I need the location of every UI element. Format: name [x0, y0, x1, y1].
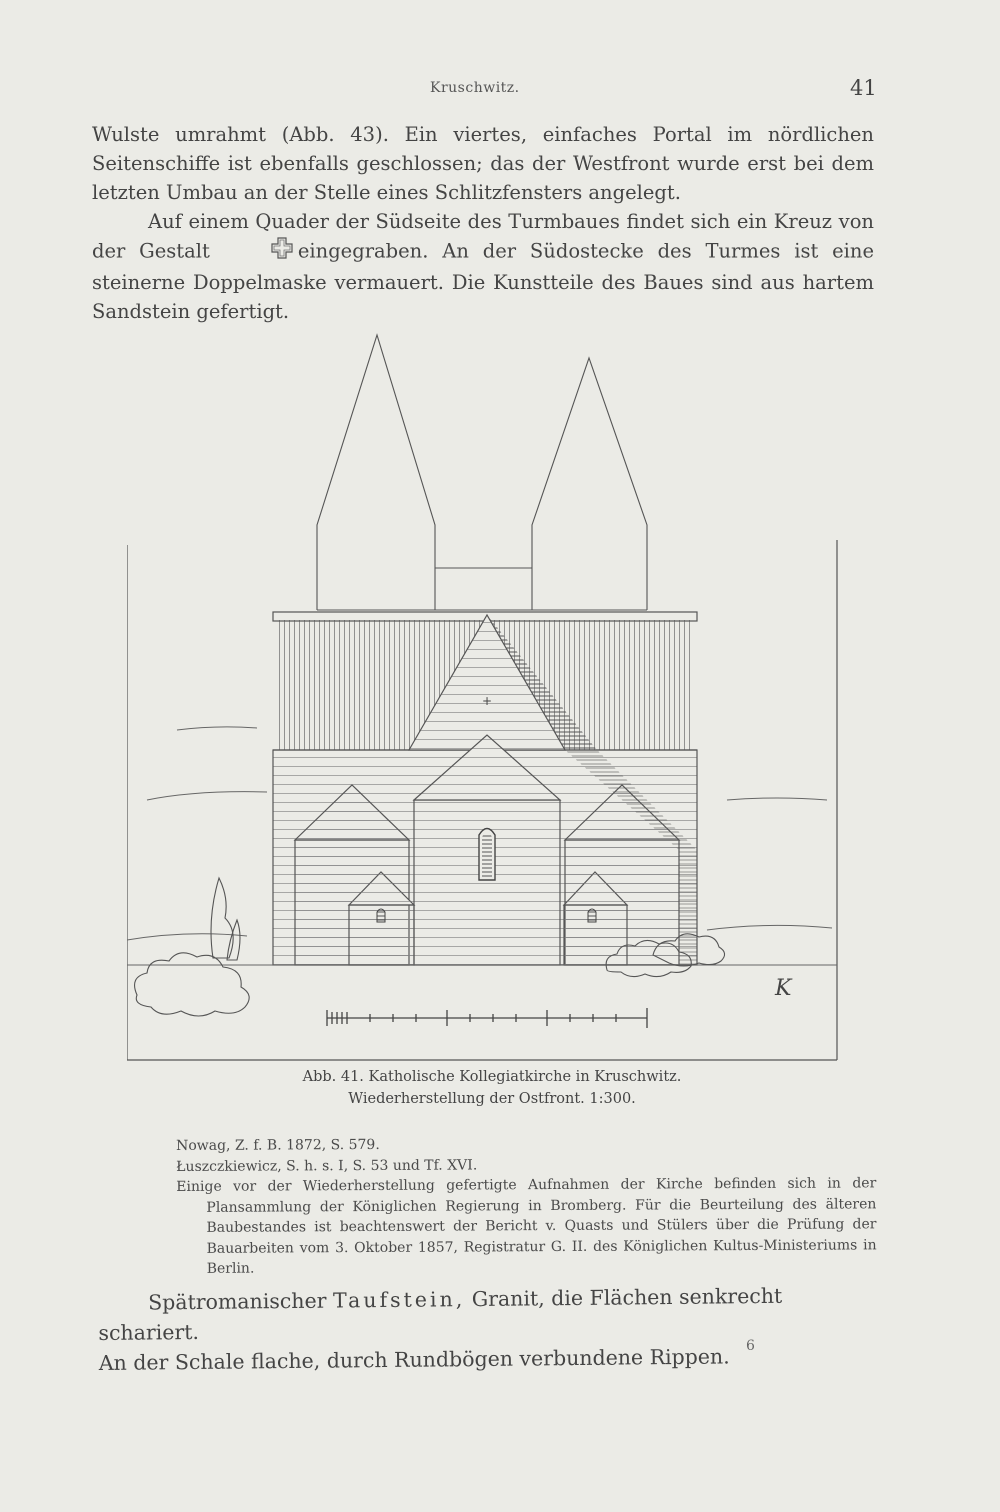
footnote-3: Einige vor der Wiederherstellung gefertigte Aufnahmen der Kirche befinden sich in der Plansammlung der Königlichen Regierung in Bromberg. Für die Beurteilung des älteren Baubestandes ist beachtenswert der Bericht v. Quasts und Stülers über die Prüfung der Bauarbeiten vom 3. Oktober 1857, Registratur G. II. des Königlichen Kultus-Ministeriums in Berlin. [176, 1175, 877, 1277]
paragraph-cross-end: eingegraben. An der Südostecke des Turmes ist eine steinerne Doppelmaske vermauert. Die Kunstteile des Baues sind aus hartem Sandstein gefertigt. [92, 239, 875, 323]
church-drawing [127, 330, 839, 1062]
tail-line-2: An der Schale flache, durch Rundbögen verbundene Rippen. [98, 1344, 730, 1375]
page-number: 41 [850, 76, 877, 100]
twin-towers [317, 335, 647, 610]
paragraph-cross-start: Auf einem Quader der Südseite des Turmbaues findet sich ein Kreuz von der Gestalt [92, 210, 874, 263]
paragraph-portal: Wulste umrahmt (Abb. 43). Ein viertes, einfaches Portal im nördlichen Seitenschiffe ist ebenfalls geschlossen; das der Westfront wurde erst bei dem letzten Umbau an der Stelle eines Schlitzfensters angelegt. [92, 123, 874, 204]
paragraph-cross [92, 207, 874, 326]
cross-shape-icon [214, 236, 294, 268]
caption-title: Abb. 41. Katholische Kollegiatkirche in Kruschwitz. [302, 1069, 682, 1085]
footnote-1: Nowag, Z. f. B. 1872, S. 579. [176, 1136, 380, 1154]
tail-line-1-end: Granit, die Flächen senkrecht schariert. [98, 1283, 783, 1345]
tail-line-1 [98, 1280, 889, 1348]
sheet-signature: 6 [746, 1338, 755, 1354]
tail-line-1-start: Spätromanischer [148, 1288, 327, 1315]
body-text [92, 120, 874, 326]
running-title: Kruschwitz. [430, 80, 520, 96]
baptismal-font-text [98, 1280, 889, 1378]
tail-spaced-word: Taufstein, [332, 1287, 466, 1313]
caption-subtitle: Wiederherstellung der Ostfront. 1:300. [348, 1091, 636, 1107]
footnote-2: Łuszczkiewicz, S. h. s. I, S. 53 und Tf. XVI. [176, 1156, 478, 1175]
scale-bar [327, 1008, 647, 1028]
svg-text:+: + [482, 694, 493, 708]
artist-monogram: K [775, 976, 792, 1001]
figure-church-elevation [127, 330, 839, 1062]
figure-caption [127, 1066, 857, 1110]
footnotes [176, 1132, 877, 1279]
